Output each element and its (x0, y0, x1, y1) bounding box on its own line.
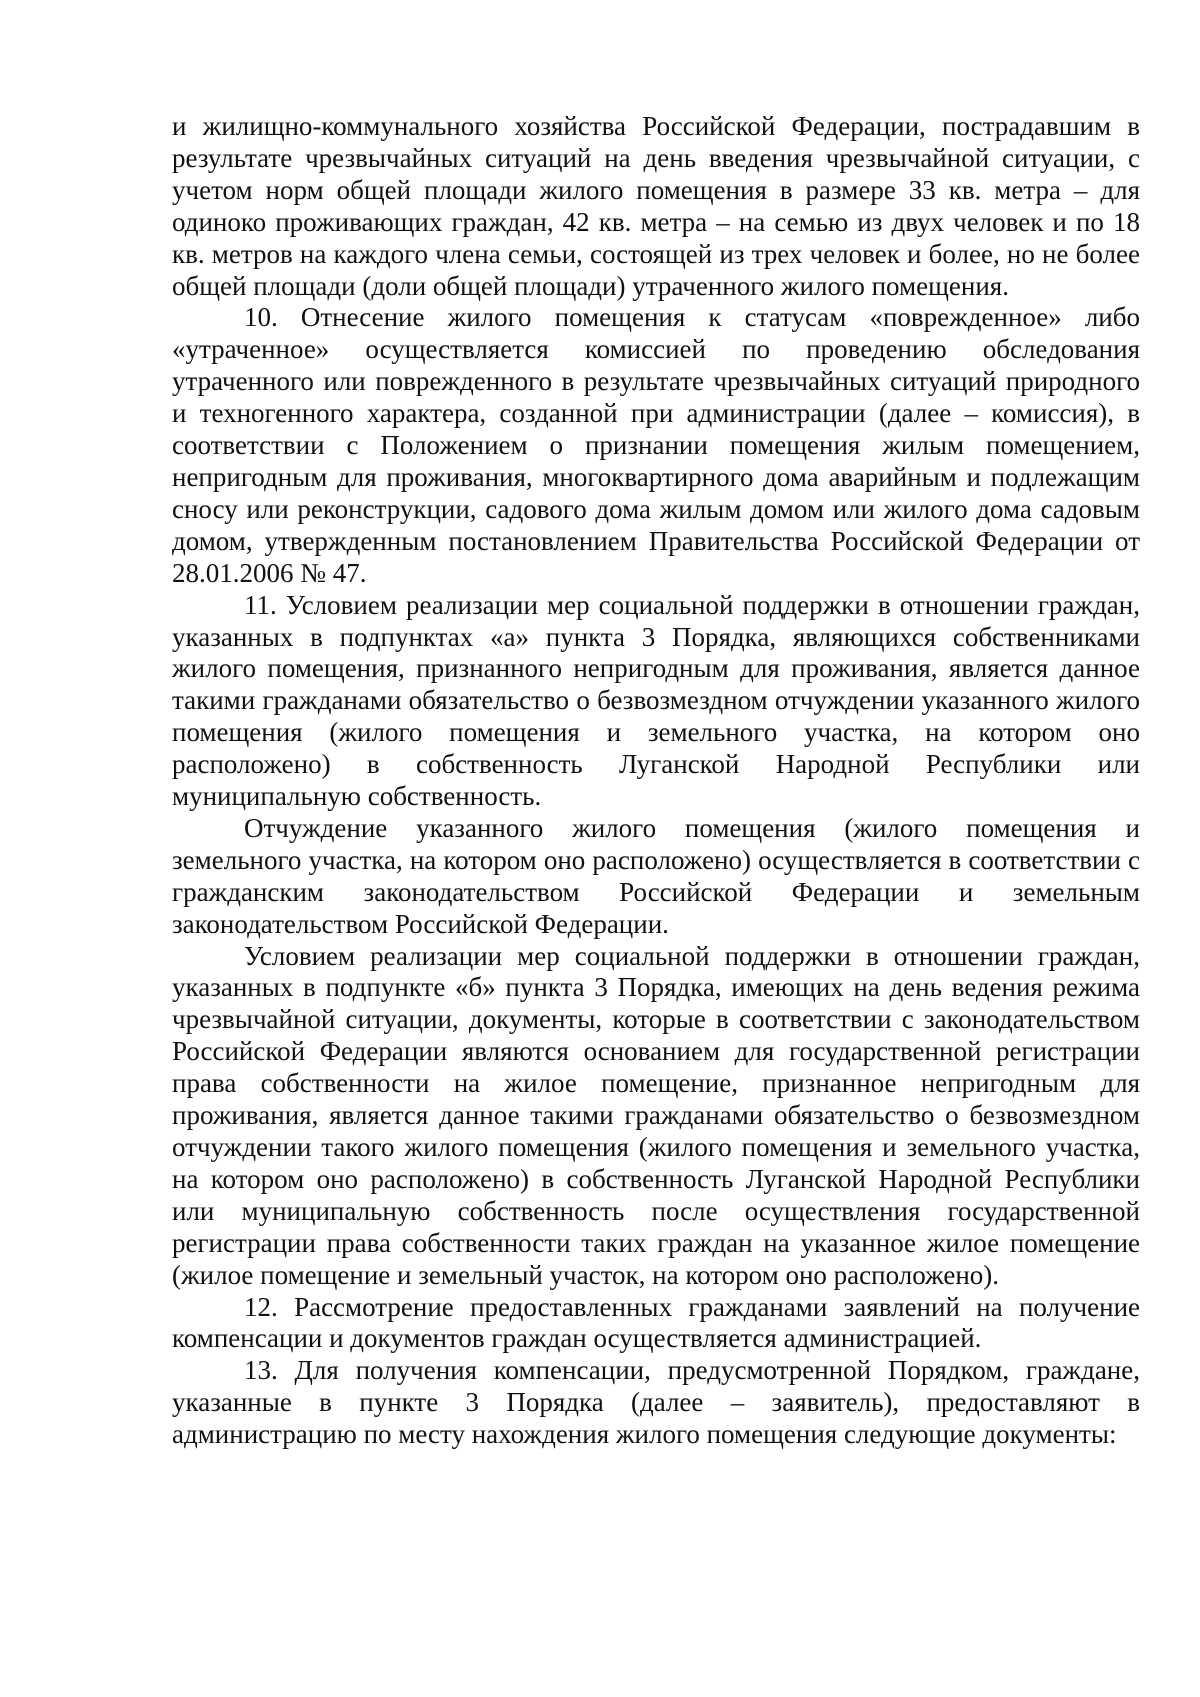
paragraph-continuation: и жилищно-коммунального хозяйства Российской Федерации, пострадавшим в результате чрезвычайных ситуаций на день введения чрезвычайной ситуации, с учетом норм общей площади жилого помещения в размере 33 кв. метра – для одиноко проживающих граждан, 42 кв. метра – на семью из двух человек и по 18 кв. метров на каждого члена семьи, состоящей из трех человек и более, но не более общей площади (доли общей площади) утраченного жилого помещения. (172, 111, 1140, 301)
paragraph-item-10: 10. Отнесение жилого помещения к статусам «поврежденное» либо «утраченное» осуществляется комиссией по проведению обследования утраченного или поврежденного в результате чрезвычайных ситуаций природного и техногенного характера, созданной при администрации (далее – комиссия), в соответствии с Положением о признании помещения жилым помещением, непригодным для проживания, многоквартирного дома аварийным и подлежащим сносу или реконструкции, садового дома жилым домом или жилого дома садовым домом, утвержденным постановлением Правительства Российской Федерации от 28.01.2006 № 47. (172, 302, 1140, 588)
paragraph-item-13: 13. Для получения компенсации, предусмотренной Порядком, граждане, указанные в пункте 3 Порядка (далее – заявитель), предоставляют в администрацию по месту нахождения жилого помещения следующие документы: (172, 1355, 1140, 1450)
paragraph-alienation: Отчуждение указанного жилого помещения (жилого помещения и земельного участка, на котором оно расположено) осуществляется в соответствии с гражданским законодательством Российской Федерации и земельным законодательством Российской Федерации. (172, 812, 1140, 939)
paragraph-item-11: 11. Условием реализации мер социальной поддержки в отношении граждан, указанных в подпунктах «а» пункта 3 Порядка, являющихся собственниками жилого помещения, признанного непригодным для проживания, является данное такими гражданами обязательство о безвозмездном отчуждении указанного жилого помещения (жилого помещения и земельного участка, на котором оно расположено) в собственность Луганской Народной Республики или муниципальную собственность. (172, 589, 1140, 812)
document-body (172, 111, 1140, 1451)
paragraph-item-12: 12. Рассмотрение предоставленных гражданами заявлений на получение компенсации и документов граждан осуществляется администрацией. (172, 1291, 1140, 1354)
paragraph-condition-b: Условием реализации мер социальной поддержки в отношении граждан, указанных в подпункте «б» пункта 3 Порядка, имеющих на день ведения режима чрезвычайной ситуации, документы, которые в соответствии с законодательством Российской Федерации являются основанием для государственной регистрации права собственности на жилое помещение, признанное непригодным для проживания, является данное такими гражданами обязательство о безвозмездном отчуждении такого жилого помещения (жилого помещения и земельного участка, на котором оно расположено) в собственность Луганской Народной Республики или муниципальную собственность после осуществления государственной регистрации права собственности таких граждан на указанное жилое помещение (жилое помещение и земельный участок, на котором оно расположено). (172, 940, 1140, 1290)
